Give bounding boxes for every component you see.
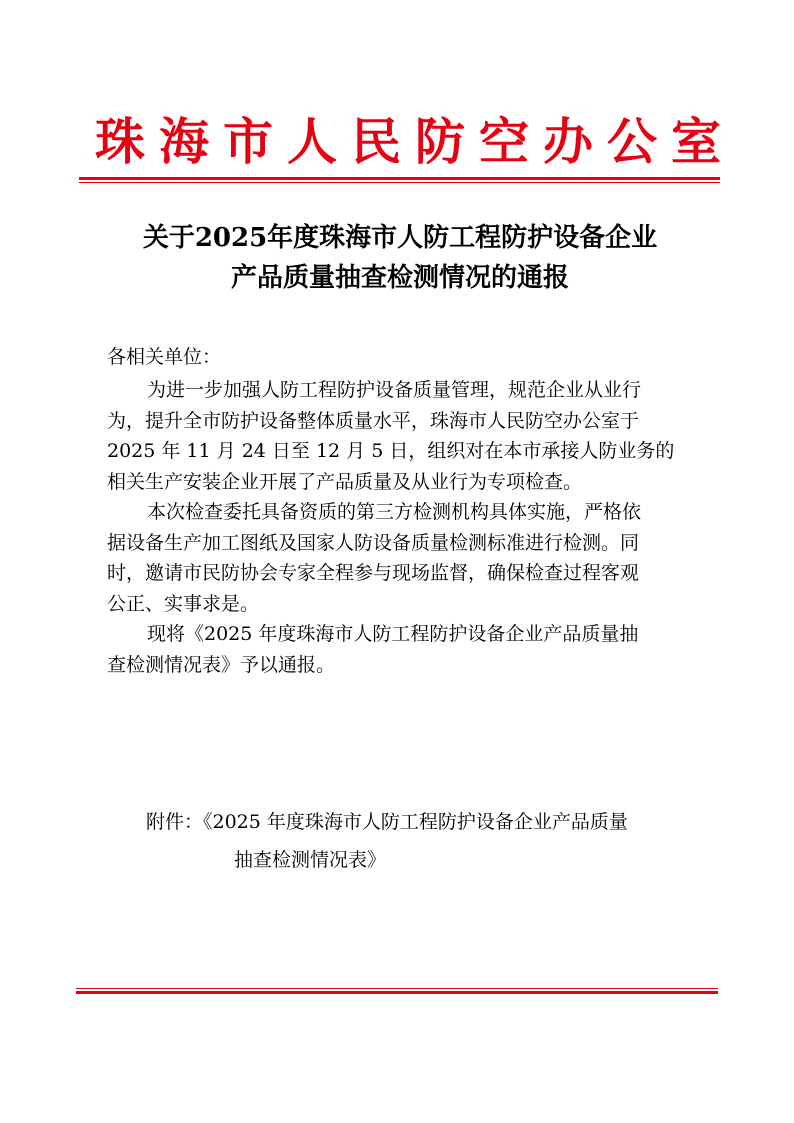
paragraph-2-line-1: 本次检查委托具备资质的第三方检测机构具体实施，严格依 xyxy=(147,501,642,523)
paragraph-1-line-4: 相关生产安装企业开展了产品质量及从业行为专项检查。 xyxy=(107,470,583,493)
attachment-line-2: 抽查检测情况表》 xyxy=(234,849,387,871)
paragraph-2 xyxy=(107,497,707,619)
document-title-line-2: 产品质量抽查检测情况的通报 xyxy=(230,263,569,293)
paragraph-2-line-2: 据设备生产加工图纸及国家人防设备质量检测标准进行检测。同 xyxy=(107,531,640,554)
attachment-note xyxy=(146,803,706,879)
paragraph-1-line-2: 为，提升全市防护设备整体质量水平，珠海市人民防空办公室于 xyxy=(107,409,640,432)
paragraph-3-line-1: 现将《2025 年度珠海市人防工程防护设备企业产品质量抽 xyxy=(147,623,639,645)
paragraph-3 xyxy=(107,619,707,680)
footer-red-rule-thin xyxy=(76,988,718,989)
paragraph-2-line-4: 公正、实事求是。 xyxy=(107,592,260,615)
document-title xyxy=(80,218,720,298)
paragraph-1-line-3: 2025 年 11 月 24 日至 12 月 5 日，组织对在本市承接人防业务的 xyxy=(107,440,675,462)
paragraph-2-line-3: 时，邀请市民防协会专家全程参与现场监督，确保检查过程客观 xyxy=(107,562,640,584)
document-title-line-1: 关于2025年度珠海市人防工程防护设备企业 xyxy=(142,223,658,253)
attachment-line-1: 附件：《2025 年度珠海市人防工程防护设备企业产品质量 xyxy=(146,811,628,833)
salutation: 各相关单位： xyxy=(107,346,222,368)
paragraph-1-line-1: 为进一步加强人防工程防护设备质量管理，规范企业从业行 xyxy=(147,379,642,401)
header-red-rule-thick xyxy=(79,177,720,180)
document-body xyxy=(107,340,707,680)
paragraph-1 xyxy=(107,375,707,497)
footer-red-rule-thick xyxy=(76,991,718,994)
issuing-organization-title: 珠海市人民防空办公室 xyxy=(95,112,735,171)
paragraph-3-line-2: 查检测情况表》予以通报。 xyxy=(107,653,336,676)
header-red-rule-thin xyxy=(79,182,720,183)
